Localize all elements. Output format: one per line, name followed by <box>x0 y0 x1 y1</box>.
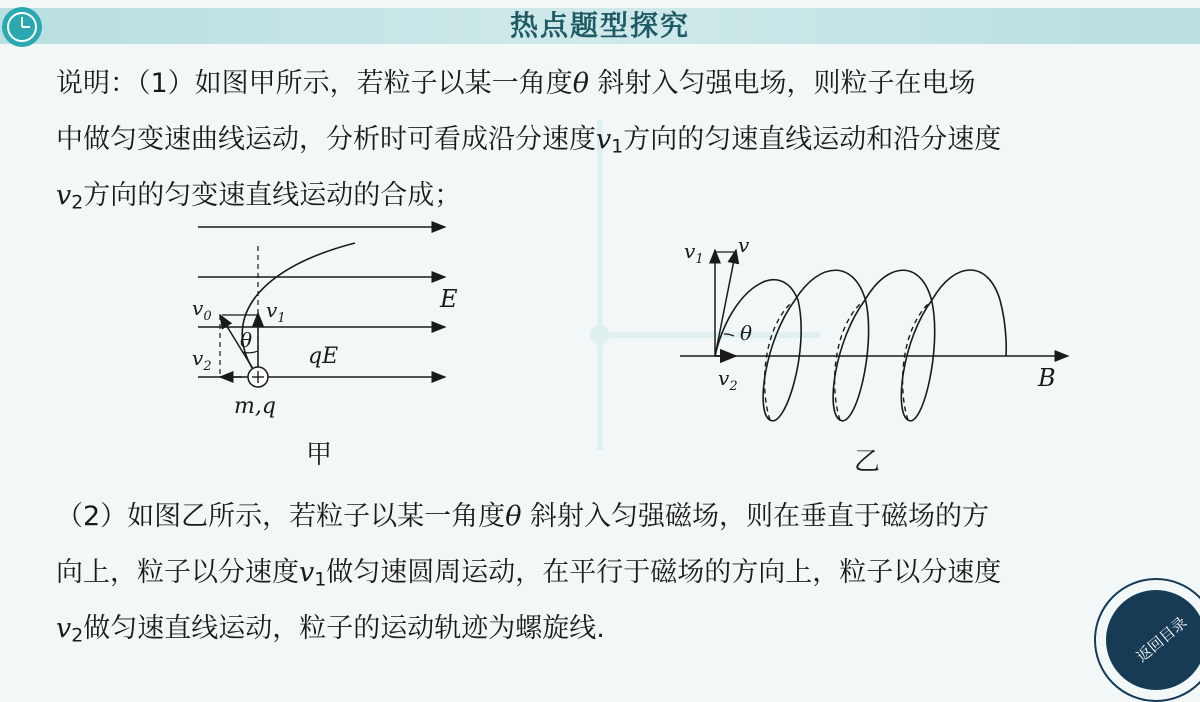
label-v1: $v_1$ <box>266 298 286 326</box>
paragraph-1-line-1: 说明：（1）如图甲所示，若粒子以某一角度θ 斜射入匀强电场，则粒子在电场 <box>56 68 976 99</box>
paragraph-1-line-2: 中做匀变速曲线运动，分析时可看成沿分速度$v_1$方向的匀速直线运动和沿分速度 <box>56 124 1002 158</box>
v-arrow <box>715 250 736 356</box>
figure-jia <box>190 215 480 475</box>
theta-arc <box>724 334 734 336</box>
label-theta: θ <box>740 321 753 345</box>
page-title: 热点题型探究 <box>509 9 690 42</box>
label-v0: $v_0$ <box>192 296 212 324</box>
figure-yi <box>670 230 1080 480</box>
label-qE: qE <box>308 344 339 369</box>
label-theta: θ <box>240 328 253 352</box>
helix-back-3 <box>903 302 930 420</box>
figure-jia-caption: 甲 <box>306 440 333 470</box>
label-mq: m,q <box>234 394 276 419</box>
label-v1: $v_1$ <box>684 239 704 267</box>
paragraph-1-line-3: $v_2$方向的匀变速直线运动的合成； <box>56 180 462 214</box>
label-B: B <box>1038 364 1056 392</box>
helix-front <box>715 270 1006 421</box>
figure-yi-caption: 乙 <box>854 447 881 477</box>
label-v: v <box>738 233 750 257</box>
label-v2: $v_2$ <box>718 366 738 394</box>
paragraph-2-line-2: 向上，粒子以分速度$v_1$做匀速圆周运动，在平行于磁场的方向上，粒子以分速度 <box>56 557 1002 591</box>
label-E: E <box>440 285 458 313</box>
paragraph-2-line-3: $v_2$做匀速直线运动，粒子的运动轨迹为螺旋线. <box>56 613 605 647</box>
paragraph-2-line-1: （2）如图乙所示，若粒子以某一角度θ 斜射入匀强磁场，则在垂直于磁场的方 <box>56 501 990 532</box>
label-v2: $v_2$ <box>192 346 212 374</box>
back-to-contents-label[interactable]: 返回目录 <box>1132 613 1191 666</box>
v0-arrow <box>220 315 258 377</box>
